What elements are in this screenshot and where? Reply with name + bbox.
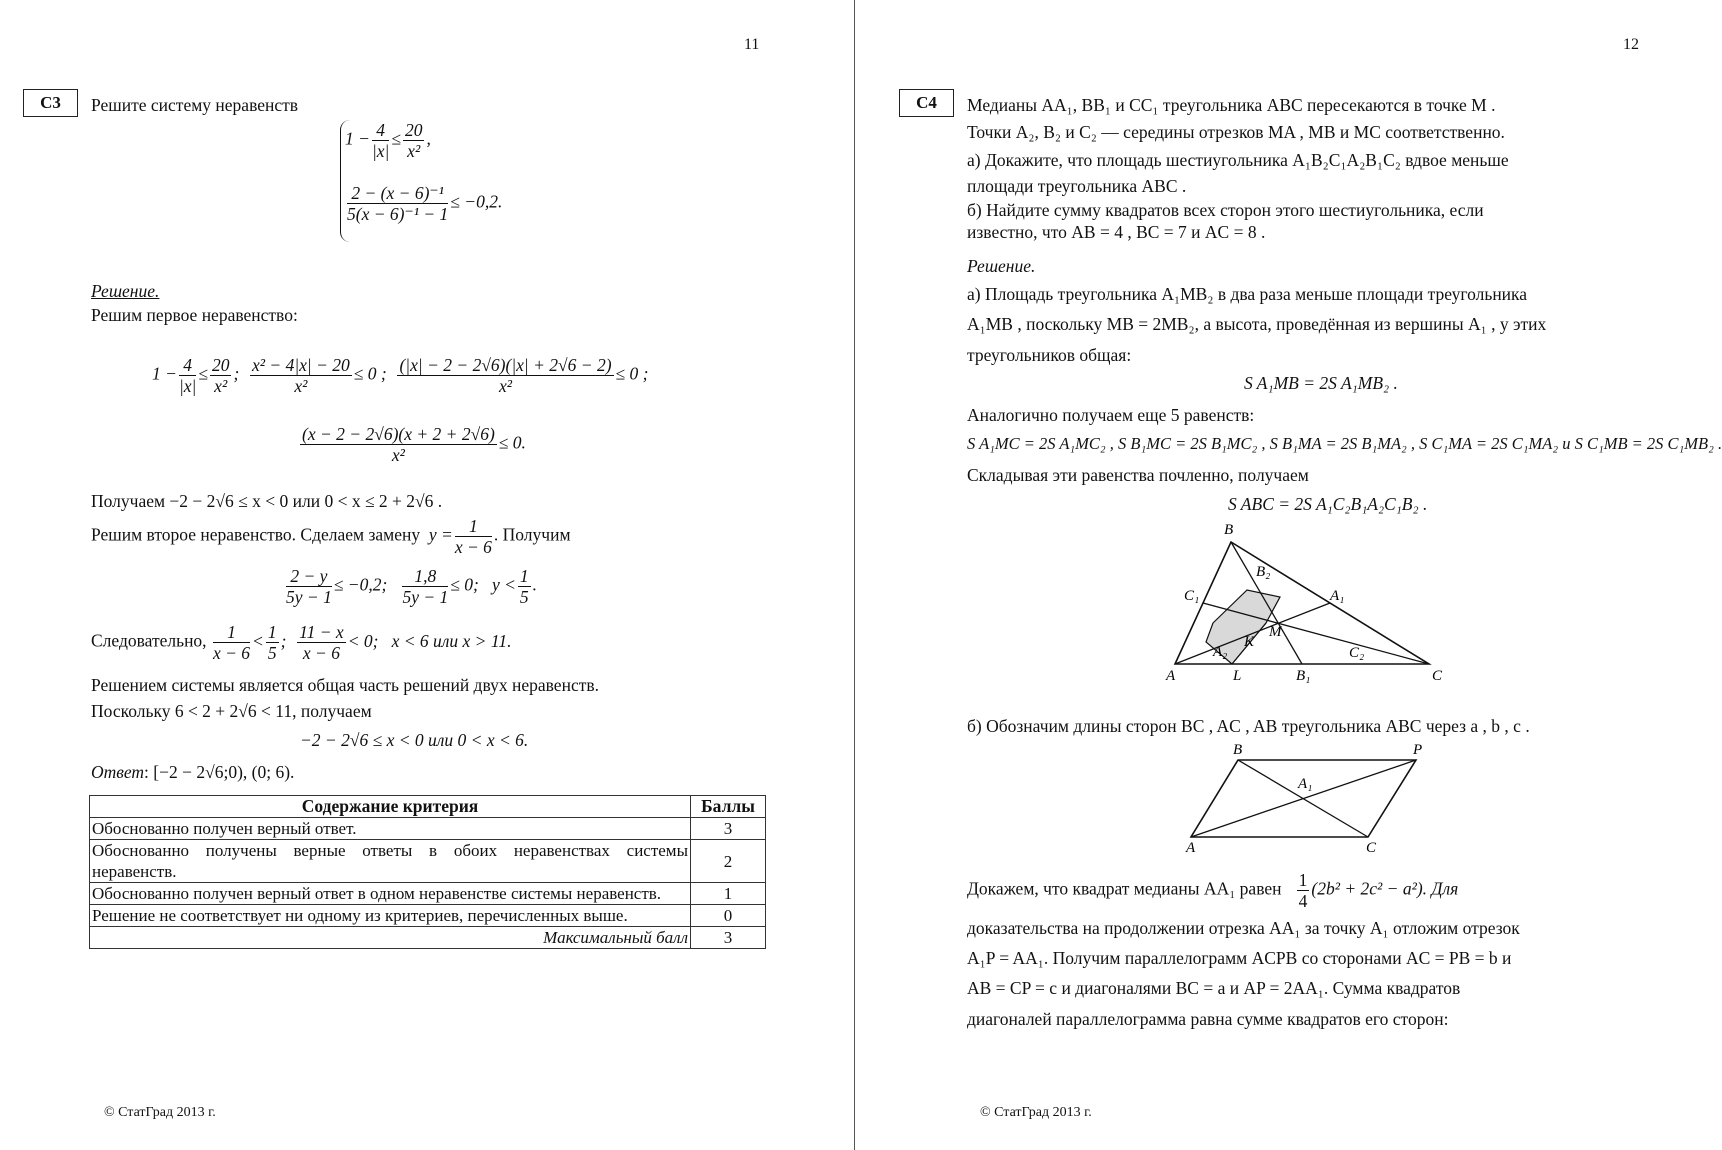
criteria-text: Обоснованно получены верные ответы в обоих неравенствах системы неравенств. <box>90 840 691 883</box>
analog-text: Аналогично получаем еще 5 равенств: <box>967 405 1255 425</box>
proof-line-1: Докажем, что квадрат медианы AA₁ равен $\frac{1}{4}$ (2b² + 2c² − a²). Для <box>967 870 1459 911</box>
equation-4: Следовательно, $\frac{1}{x - 6}$ < $\frac{1}{5}$ ; $\frac{11 - x}{x - 6}$ < 0; x < 6 или x > 11. <box>91 622 512 663</box>
label-c: C <box>1366 840 1377 856</box>
criteria-points: 2 <box>691 840 766 883</box>
task-label-c3: С3 <box>23 89 78 117</box>
answer: Ответ: [−2 − 2√6;0), (0; 6). <box>91 762 295 782</box>
footer: © СтатГрад 2013 г. <box>980 1105 1092 1120</box>
criteria-text: Решение не соответствует ни одному из критериев, перечисленных выше. <box>90 905 691 927</box>
label-a1: A₁ <box>1330 588 1345 604</box>
table-row <box>90 840 766 883</box>
proof-line-4: AB = CP = c и диагоналями BC = a и AP = 2AA₁. Сумма квадратов <box>967 978 1461 998</box>
solution-label: Решение. <box>967 256 1036 276</box>
left-page <box>0 0 854 1150</box>
label-a2: A₂ <box>1213 644 1228 660</box>
task-line-6: известно, что AB = 4 , BC = 7 и AC = 8 . <box>967 222 1266 242</box>
solution-line-3: треугольников общая: <box>967 345 1132 365</box>
label-a: A <box>1186 840 1196 856</box>
task-line-4: площади треугольника ABC . <box>967 176 1187 196</box>
proof-line-5: диагоналей параллелограмма равна сумме квадратов его сторон: <box>967 1009 1449 1029</box>
five-equations: S A₁MC = 2S A₁MC₂ , S B₁MC = 2S B₁MC₂ , S B₁MA = 2S B₁MA₂ , S C₁MA = 2S C₁MA₂ и S C₁MB = 2S C₁MB₂ . <box>967 434 1722 453</box>
criteria-header-points: Баллы <box>691 796 766 818</box>
criteria-points: 3 <box>691 818 766 840</box>
equation-1: 1 − $\frac{4}{|x|}$ ≤ $\frac{20}{\text{x²}}$ ; $\frac{\text{x² − 4|x| − 20}}{\text{x²}}$ ≤ 0 ; $\frac{(|x| - 2 - 2√6)(|x| + 2√6 - 2)}{\text{x²}}$ ≤ 0 ; <box>152 355 649 396</box>
proof-line-2: доказательства на продолжении отрезка AA₁ за точку A₁ отложим отрезок <box>967 918 1520 938</box>
parallelogram-figure <box>1186 740 1476 855</box>
step2-text: Решим второе неравенство. Сделаем замену y = $\frac{1}{x - 6}$ . Получим <box>91 516 571 557</box>
task-line-1: Медианы AA₁, BB₁ и CC₁ треугольника ABC пересекаются в точке M . <box>967 95 1496 115</box>
footer: © СтатГрад 2013 г. <box>104 1105 216 1120</box>
task-line-2: Точки A₂, B₂ и C₂ — середины отрезков MA , MB и MC соответственно. <box>967 122 1505 142</box>
table-row <box>90 905 766 927</box>
label-c2: C₂ <box>1349 645 1365 661</box>
final-equation: −2 − 2√6 ≤ x < 0 или 0 < x < 6. <box>300 730 529 750</box>
solution-line-1: а) Площадь треугольника A₁MB₂ в два раза меньше площади треугольника <box>967 284 1528 304</box>
page-number: 11 <box>744 36 760 53</box>
label-c1: C₁ <box>1184 588 1200 604</box>
equation-2: $\frac{(x - 2 - 2√6)(x + 2 + 2√6)}{\text{x²}}$ ≤ 0. <box>302 424 526 465</box>
task-label-c4: С4 <box>899 89 954 117</box>
task-line-5: б) Найдите сумму квадратов всех сторон этого шестиугольника, если <box>967 200 1484 220</box>
label-k: K <box>1244 634 1255 650</box>
result-1: Получаем −2 − 2√6 ≤ x < 0 или 0 < x ≤ 2 + 2√6 . <box>91 491 443 511</box>
system-row-1: 1 − $\frac{4}{|x|}$ ≤ $\frac{20}{\text{x²}}$ , <box>345 120 431 161</box>
criteria-points: 1 <box>691 883 766 905</box>
label-b: B <box>1233 742 1243 758</box>
part-b-text: б) Обозначим длины сторон BC , AC , AB треугольника ABC через a , b , c . <box>967 716 1530 736</box>
conclusion-line-2: Поскольку 6 < 2 + 2√6 < 11, получаем <box>91 701 372 721</box>
page-number: 12 <box>1623 36 1639 53</box>
label-p: P <box>1413 742 1423 758</box>
diagonal-bc <box>1238 760 1368 837</box>
table-row <box>90 883 766 905</box>
label-b2: B₂ <box>1256 564 1271 580</box>
solution-label: Решение. <box>91 281 160 301</box>
right-page <box>856 0 1722 1150</box>
label-m: M <box>1269 624 1282 640</box>
criteria-text: Обоснованно получен верный ответ в одном неравенстве системы неравенств. <box>90 883 691 905</box>
criteria-max-points: 3 <box>691 927 766 949</box>
label-c: C <box>1432 668 1443 684</box>
page-divider <box>854 0 855 1150</box>
criteria-max-row <box>90 927 766 949</box>
solution-line-2: A₁MB , поскольку MB = 2MB₂, а высота, проведённая из вершины A₁ , у этих <box>967 314 1547 334</box>
criteria-text: Обоснованно получен верный ответ. <box>90 818 691 840</box>
summing-text: Складывая эти равенства почленно, получаем <box>967 465 1309 485</box>
criteria-header-content: Содержание критерия <box>90 796 691 818</box>
label-l: L <box>1233 668 1242 684</box>
system-row-2: $\frac{\text{2 − (x − 6)⁻¹}}{\text{5(x − 6)⁻¹ − 1}}$ ≤ −0,2. <box>347 183 503 224</box>
table-row <box>90 818 766 840</box>
label-a: A <box>1166 668 1176 684</box>
conclusion-line-1: Решением системы является общая часть решений двух неравенств. <box>91 675 599 695</box>
equation-3: $\frac{2 - y}{5y - 1}$ ≤ −0,2; $\frac{1,8}{5y - 1}$ ≤ 0; y < $\frac{1}{5}$ . <box>286 566 538 607</box>
label-a1: A₁ <box>1298 776 1313 792</box>
triangle-figure <box>1156 520 1443 685</box>
criteria-max-label: Максимальный балл <box>90 927 691 949</box>
label-b: B <box>1224 522 1234 538</box>
label-b1: B₁ <box>1296 668 1311 684</box>
task-line-3: а) Докажите, что площадь шестиугольника A₁B₂C₁A₂B₁C₂ вдвое меньше <box>967 150 1509 170</box>
criteria-table <box>89 795 766 949</box>
total-equation: S ABC = 2S A₁C₂B₁A₂C₁B₂ . <box>1228 494 1428 514</box>
task-text: Решите систему неравенств <box>91 95 299 115</box>
criteria-header-row <box>90 796 766 818</box>
proof-line-3: A₁P = AA₁. Получим параллелограмм ACPB со сторонами AC = PB = b и <box>967 948 1512 968</box>
criteria-points: 0 <box>691 905 766 927</box>
step1-text: Решим первое неравенство: <box>91 305 298 325</box>
area-equation: S A₁MB = 2S A₁MB₂ . <box>1244 373 1398 393</box>
